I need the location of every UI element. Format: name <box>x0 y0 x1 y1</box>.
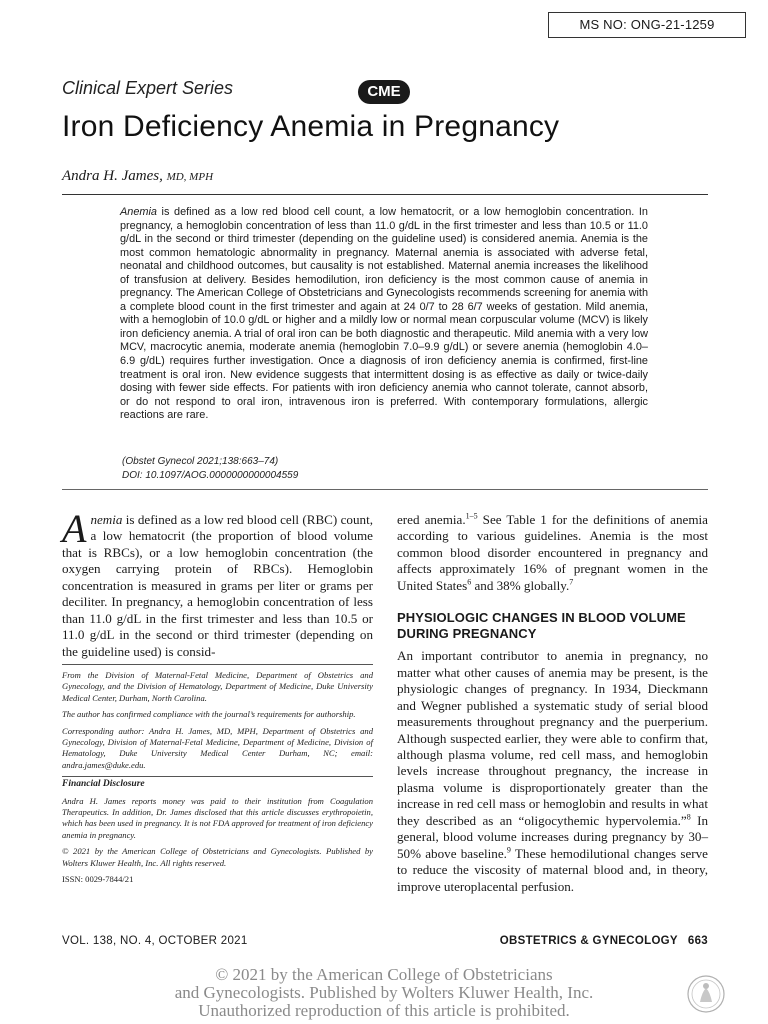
watermark-line: Unauthorized reproduction of this article is prohibited. <box>198 1001 570 1020</box>
author-line <box>62 168 213 185</box>
right-paragraph-2 <box>397 648 708 895</box>
journal-citation: (Obstet Gynecol 2021;138:663–74) <box>122 456 279 467</box>
financial-disclosure-heading: Financial Disclosure <box>62 776 373 790</box>
journal-name: OBSTETRICS & GYNECOLOGY <box>499 935 678 947</box>
body-right-column <box>397 512 708 895</box>
copyright-watermark <box>0 966 768 1020</box>
doi: DOI: 10.1097/AOG.0000000000004559 <box>122 470 299 481</box>
financial-disclosure-text: Andra H. James reports money was paid to their institution from Coagulation Therapeutics. In addition, Dr. James disclosed that this article discusses erythropoietin, which has been used in pregnancy. It is not FDA approved for treatment of iron deficiency anemia in pregnancy. <box>62 795 373 840</box>
compliance-note: The author has confirmed compliance with the journal’s requirements for authorship. <box>62 709 356 720</box>
journal-footer <box>500 935 708 947</box>
copyright-note: © 2021 by the American College of Obstetricians and Gynecologists. Published by Wolters Kluwer Health, Inc. All rights reserved. <box>62 846 373 868</box>
citation <box>122 455 298 483</box>
series-label: Clinical Expert Series <box>62 78 234 98</box>
section-heading: PHYSIOLOGIC CHANGES IN BLOOD VOLUME DURING PREGNANCY <box>397 610 686 642</box>
citation-ref: 7 <box>569 577 574 587</box>
citation-ref: 1–5 <box>465 511 478 521</box>
author-name: Andra H. James, <box>62 168 163 184</box>
body-left-text: is defined as a low red blood cell (RBC) count, a low hematocrit (the proportion of blood volume that is RBCs), or a low hemoglobin concentration (the oxygen carrying protein of RBCs). Hemoglobin concentration is measured in grams per liter or grams per deciliter. In pregnancy, a hemoglobin concentration of less than 11.0 g/dL in the first trimester and less than 10.5 or 11.0 g/dL in the second or third trimester (depending on the guideline used) is consid- <box>62 512 373 659</box>
footnote-divider <box>62 664 373 665</box>
affiliation-note: From the Division of Maternal-Fetal Medicine, Department of Obstetrics and Gynecology, and the Division of Hematology, Department of Medicine, Duke University Medical Center, Durham, North Carolina. <box>62 670 373 703</box>
body-lead-word: nemia <box>90 512 123 527</box>
text-run: and 38% globally. <box>471 577 570 593</box>
abstract <box>120 206 648 423</box>
publisher-seal-icon <box>686 974 726 1014</box>
manuscript-number: MS NO: ONG-21-1259 <box>548 12 746 38</box>
text-run: In general, blood volume increases during pregnancy by 30–50% above baseline. <box>397 812 708 861</box>
issn: ISSN: 0029-7844/21 <box>62 874 134 885</box>
page-number: 663 <box>687 935 708 947</box>
divider <box>62 489 708 490</box>
text-run: These hemodilutional changes serve to reduce the viscosity of maternal blood and, in theory, improve uteroplacental perfusion. <box>397 845 708 894</box>
text-run: ered anemia. <box>397 512 466 527</box>
text-run: See Table 1 for the definitions of anemia according to various guidelines. Anemia is the most common blood disorder encountered in pregnancy and affects approximately 16% of pregnant women in the United States <box>397 512 708 593</box>
citation-ref: 6 <box>467 577 472 587</box>
citation-ref: 9 <box>506 845 511 855</box>
divider <box>62 194 708 195</box>
drop-cap: A <box>62 506 87 551</box>
citation-ref: 8 <box>686 812 691 822</box>
abstract-lead: Anemia <box>120 206 157 218</box>
corresponding-author-note: Corresponding author: Andra H. James, MD, MPH, Department of Obstetrics and Gynecology, Division of Maternal-Fetal Medicine, Department of Medicine, Division of Hematology, Duke University Medical Center Durham, NC; email: andra.james@duke.edu. <box>62 725 373 770</box>
abstract-text: is defined as a low red blood cell count, a low hematocrit, or a low hemoglobin concentration. In pregnancy, a hemoglobin concentration of less than 11.0 g/dL in the first trimester and less than 10.5 or 11.0 g/dL in the second or third trimester (depending on the guideline used) is considered anemia. Anemia is the most common hematologic abnormality in pregnancy. Maternal anemia is associated with adverse fetal, neonatal and childhood outcomes, but causality is not established. Maternal anemia increases the likelihood of transfusion at delivery. Besides hemodilution, iron deficiency is the most common cause of anemia in pregnancy. The American College of Obstetricians and Gynecologists recommends screening for anemia with a complete blood count in the first trimester and again at 24 0/7 to 28 6/7 weeks of gestation. Mild anemia, with a hemoglobin of 10.0 g/dL or higher and a mildly low or normal mean corpuscular volume (MCV) is likely iron deficiency anemia. A trial of oral iron can be both diagnostic and therapeutic. Mild anemia with a very low MCV, macrocytic anemia, moderate anemia (hemoglobin 7.0–9.9 g/dL) or severe anemia (hemoglobin 4.0–6.9 g/dL) requires further investigation. Once a diagnosis of iron deficiency anemia is confirmed, first-line treatment is oral iron. New evidence suggests that intermittent dosing is as effective as daily or twice-daily dosing with fewer side effects. For patients with iron deficiency anemia who cannot tolerate, cannot absorb, or do not respond to oral iron, intravenous iron is preferred. With contemporary formulations, allergic reactions are rare. <box>120 206 648 422</box>
footnotes <box>62 670 373 886</box>
body-left-column <box>62 506 373 660</box>
issue-info: VOL. 138, NO. 4, OCTOBER 2021 <box>62 935 248 947</box>
watermark-line: © 2021 by the American College of Obstetricians <box>215 965 553 984</box>
author-degrees: MD, MPH <box>166 171 214 183</box>
text-run: An important contributor to anemia in pregnancy, no matter what other causes of anemia may be present, is the physiologic changes of pregnancy. In 1934, Dieckmann and Wegner published a systematic study of serial blood measurements throughout pregnancy and the puerperium. Although suspected earlier, they were able to confirm that, although plasma volume, red cell mass, and hemoglobin levels increase throughout pregnancy, the increase in plasma volume is disproportionately greater than the increase in red cell mass or hemoglobin and results in what they described as an “oligocythemic hypervolemia.” <box>397 648 708 828</box>
cme-badge: CME <box>358 80 410 104</box>
right-paragraph-1 <box>397 512 708 594</box>
watermark-line: and Gynecologists. Published by Wolters Kluwer Health, Inc. <box>174 983 594 1002</box>
article-title: Iron Deficiency Anemia in Pregnancy <box>62 110 560 143</box>
